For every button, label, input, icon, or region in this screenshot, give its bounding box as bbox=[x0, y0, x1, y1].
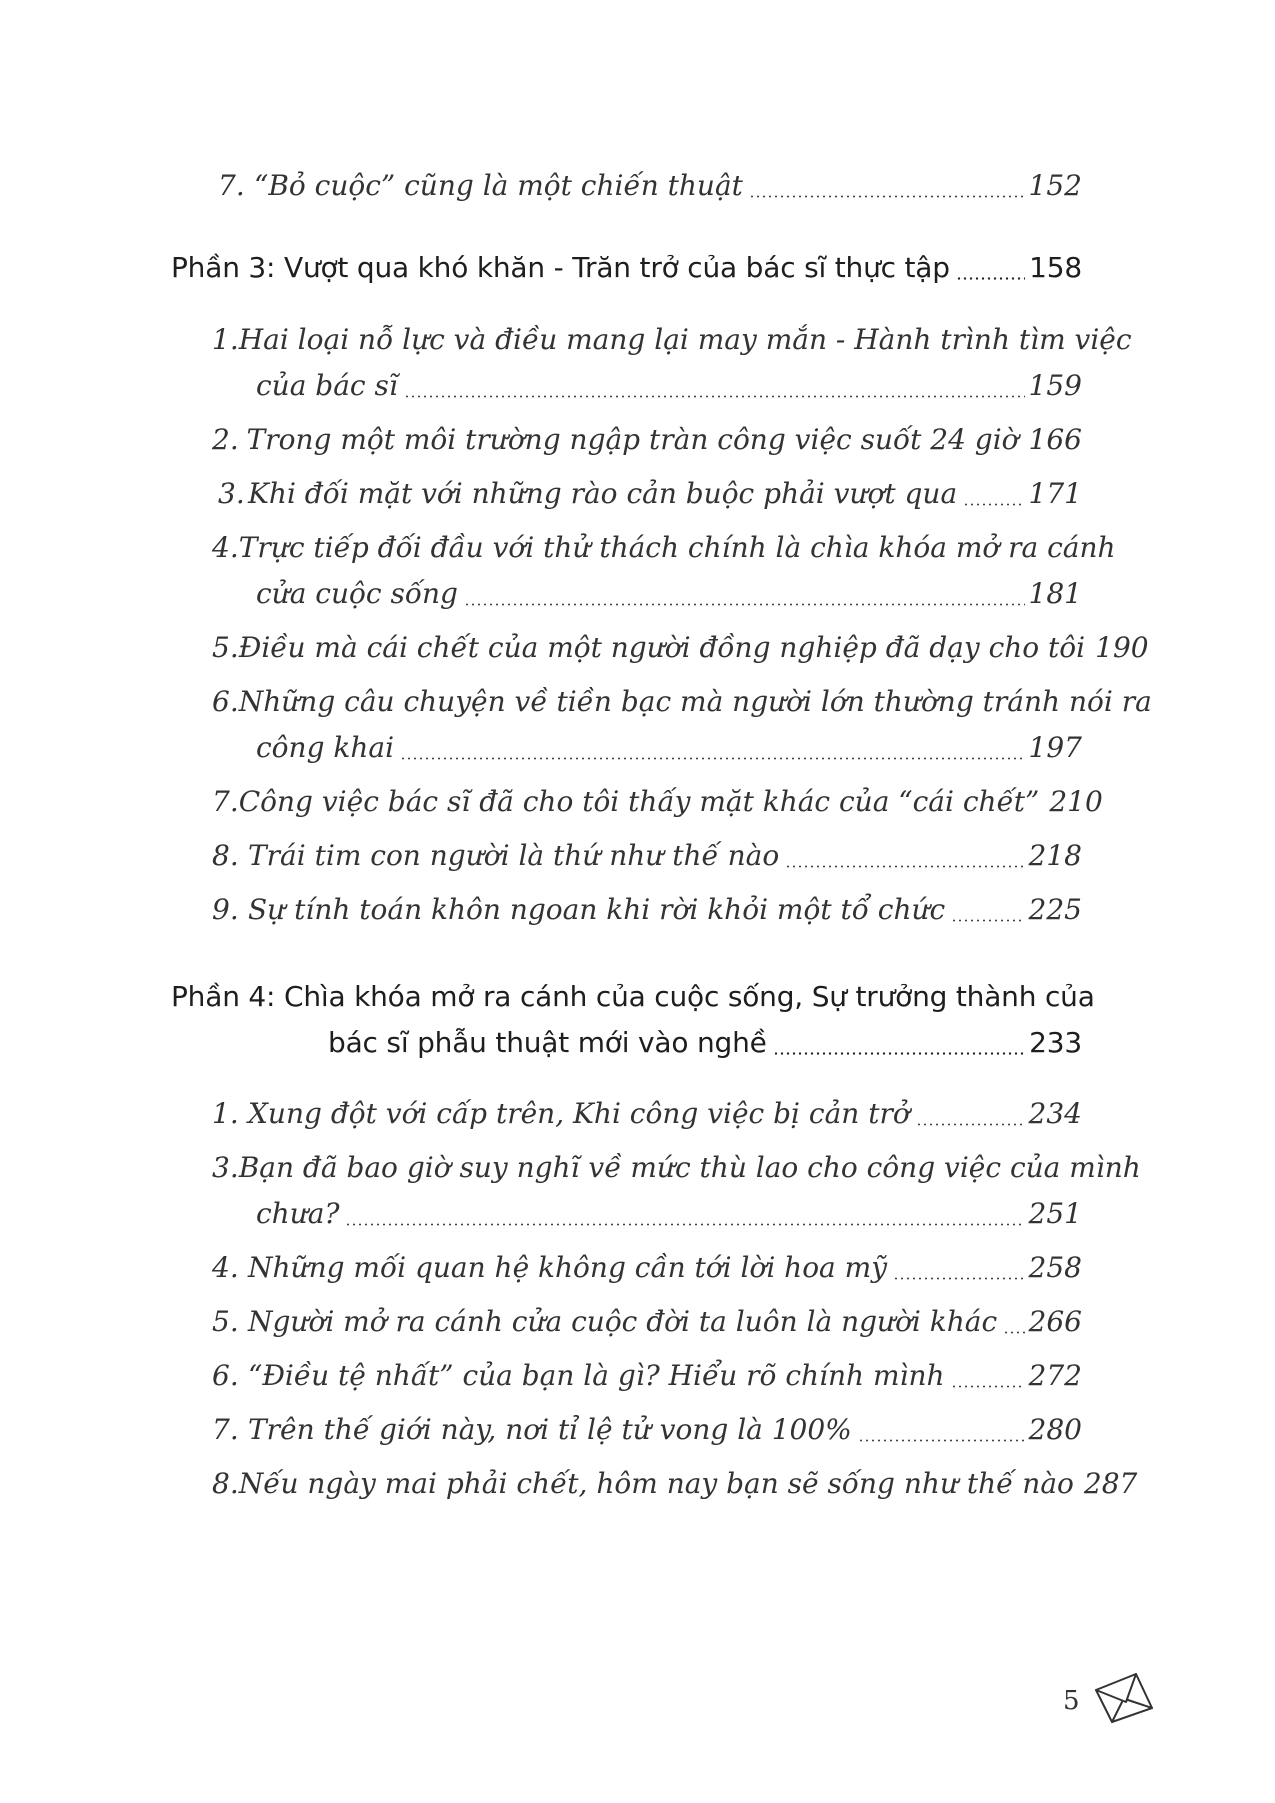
toc-item-number: 6. bbox=[212, 1359, 239, 1392]
dot-leader bbox=[951, 919, 1024, 922]
toc-item-page: 159 bbox=[1028, 369, 1082, 402]
toc-item-title: Công việc bác sĩ đã cho tôi thấy mặt khác của “cái chết” bbox=[238, 785, 1040, 818]
toc-item-title: “Điều tệ nhất” của bạn là gì? Hiểu rõ chính mình bbox=[248, 1359, 945, 1392]
part3-heading-text: Phần 3: Vượt qua khó khăn - Trăn trở của bác sĩ thực tập bbox=[171, 251, 950, 284]
toc-item-page: 152 bbox=[1028, 169, 1082, 202]
toc-item[interactable] bbox=[212, 628, 1149, 668]
toc-item[interactable] bbox=[218, 166, 1082, 206]
toc-item-title: Xung đột với cấp trên, Khi công việc bị cản trở bbox=[248, 1097, 910, 1130]
toc-item-continuation[interactable] bbox=[256, 366, 1082, 406]
part4-heading-page: 233 bbox=[1029, 1026, 1082, 1059]
toc-item-number: 2. bbox=[212, 423, 239, 456]
dot-leader bbox=[785, 865, 1024, 868]
toc-item[interactable] bbox=[218, 474, 1082, 514]
toc-item-number: 3. bbox=[212, 1151, 239, 1184]
toc-item[interactable] bbox=[212, 320, 1132, 360]
toc-item-continuation[interactable] bbox=[256, 574, 1082, 614]
dot-leader bbox=[916, 1123, 1025, 1126]
part4-heading[interactable] bbox=[171, 977, 1095, 1017]
toc-item-continuation[interactable] bbox=[256, 728, 1082, 768]
toc-item-page: 251 bbox=[1028, 1197, 1082, 1230]
toc-item-title-cont: của bác sĩ bbox=[256, 369, 398, 402]
toc-item-number: 5. bbox=[212, 1305, 239, 1338]
toc-item-number: 1. bbox=[212, 1097, 239, 1130]
toc-item[interactable] bbox=[212, 890, 1082, 930]
toc-item-continuation[interactable] bbox=[256, 1194, 1082, 1234]
toc-item[interactable] bbox=[212, 1094, 1082, 1134]
toc-item-title: Những câu chuyện về tiền bạc mà người lớn thường tránh nói ra bbox=[238, 685, 1152, 718]
toc-item-number: 6. bbox=[212, 685, 239, 718]
toc-item-title: Trực tiếp đối đầu với thử thách chính là chìa khóa mở ra cánh bbox=[238, 531, 1116, 564]
toc-item-page: 210 bbox=[1049, 785, 1103, 818]
toc-item-page: 218 bbox=[1028, 839, 1082, 872]
dot-leader bbox=[749, 195, 1025, 198]
dot-leader bbox=[464, 603, 1025, 606]
envelope-icon bbox=[1092, 1668, 1156, 1724]
toc-item-title-cont: cửa cuộc sống bbox=[256, 577, 458, 610]
toc-item[interactable] bbox=[212, 682, 1152, 722]
part3-heading-page: 158 bbox=[1029, 251, 1082, 284]
dot-leader bbox=[956, 277, 1025, 280]
part3-heading[interactable] bbox=[171, 248, 1082, 288]
toc-item-page: 258 bbox=[1028, 1251, 1082, 1284]
dot-leader bbox=[345, 1223, 1024, 1226]
toc-item-title: Điều mà cái chết của một người đồng nghiệp đã dạy cho tôi bbox=[238, 631, 1086, 664]
toc-item-number: 5. bbox=[212, 631, 239, 664]
dot-leader bbox=[951, 1385, 1025, 1388]
dot-leader bbox=[773, 1052, 1025, 1055]
toc-item-page: 266 bbox=[1028, 1305, 1082, 1338]
toc-item-title: Người mở ra cánh cửa cuộc đời ta luôn là người khác bbox=[248, 1305, 998, 1338]
toc-item[interactable] bbox=[212, 1410, 1082, 1450]
toc-item-number: 9. bbox=[212, 893, 239, 926]
toc-item-page: 197 bbox=[1028, 731, 1082, 764]
part4-heading-text: Phần 4: Chìa khóa mở ra cánh của cuộc sống, Sự trưởng thành của bbox=[171, 980, 1095, 1013]
toc-item-number: 7. bbox=[218, 169, 245, 202]
dot-leader bbox=[1003, 1331, 1024, 1334]
toc-item-title: Nếu ngày mai phải chết, hôm nay bạn sẽ sống như thế nào bbox=[238, 1467, 1074, 1500]
toc-item-number: 8. bbox=[212, 1467, 239, 1500]
toc-item-page: 272 bbox=[1028, 1359, 1082, 1392]
toc-item-number: 4. bbox=[212, 531, 239, 564]
toc-item[interactable] bbox=[212, 1302, 1082, 1342]
page-number: 5 bbox=[1063, 1686, 1080, 1716]
dot-leader bbox=[404, 395, 1025, 398]
toc-item[interactable] bbox=[212, 1464, 1138, 1504]
dot-leader bbox=[893, 1277, 1025, 1280]
part4-heading-text-cont: bác sĩ phẫu thuật mới vào nghề bbox=[328, 1026, 767, 1059]
toc-item[interactable] bbox=[212, 836, 1082, 876]
toc-item-number: 7. bbox=[212, 785, 239, 818]
toc-item-title: “Bỏ cuộc” cũng là một chiến thuật bbox=[254, 169, 743, 202]
toc-item-page: 287 bbox=[1083, 1467, 1138, 1500]
toc-item[interactable] bbox=[212, 1356, 1082, 1396]
dot-leader bbox=[858, 1439, 1025, 1442]
toc-item[interactable] bbox=[212, 1248, 1082, 1288]
toc-item-page: 225 bbox=[1028, 893, 1082, 926]
toc-item[interactable] bbox=[212, 528, 1116, 568]
part4-heading-continuation[interactable] bbox=[328, 1023, 1082, 1063]
toc-item-number: 1. bbox=[212, 323, 239, 356]
toc-item-page: 171 bbox=[1028, 477, 1082, 510]
toc-item-title: Những mối quan hệ không cần tới lời hoa mỹ bbox=[248, 1251, 888, 1284]
toc-item-title: Trong một môi trường ngập tràn công việc suốt 24 giờ bbox=[246, 423, 1019, 456]
toc-item[interactable] bbox=[212, 420, 1082, 460]
toc-item-page: 280 bbox=[1028, 1413, 1082, 1446]
toc-item-number: 8. bbox=[212, 839, 239, 872]
toc-item-page: 181 bbox=[1028, 577, 1082, 610]
toc-item-number: 7. bbox=[212, 1413, 239, 1446]
toc-item-title: Bạn đã bao giờ suy nghĩ về mức thù lao cho công việc của mình bbox=[238, 1151, 1141, 1184]
toc-item-title: Trái tim con người là thứ như thế nào bbox=[248, 839, 780, 872]
toc-item-number: 3. bbox=[218, 477, 245, 510]
toc-item-page: 190 bbox=[1095, 631, 1149, 664]
toc-item-page: 166 bbox=[1028, 423, 1082, 456]
toc-item[interactable] bbox=[212, 1148, 1141, 1188]
toc-item-page: 234 bbox=[1028, 1097, 1082, 1130]
toc-item-title: Khi đối mặt với những rào cản buộc phải vượt qua bbox=[248, 477, 958, 510]
toc-item-title-cont: công khai bbox=[256, 731, 395, 764]
toc-item-number: 4. bbox=[212, 1251, 239, 1284]
toc-item-title: Trên thế giới này, nơi tỉ lệ tử vong là 100% bbox=[248, 1413, 852, 1446]
toc-item-title: Sự tính toán khôn ngoan khi rời khỏi một tổ chức bbox=[248, 893, 946, 926]
toc-item[interactable] bbox=[212, 782, 1103, 822]
toc-item-title: Hai loại nỗ lực và điều mang lại may mắn - Hành trình tìm việc bbox=[238, 323, 1132, 356]
dot-leader bbox=[963, 503, 1024, 506]
dot-leader bbox=[400, 757, 1025, 760]
toc-item-title-cont: chưa? bbox=[256, 1197, 340, 1230]
